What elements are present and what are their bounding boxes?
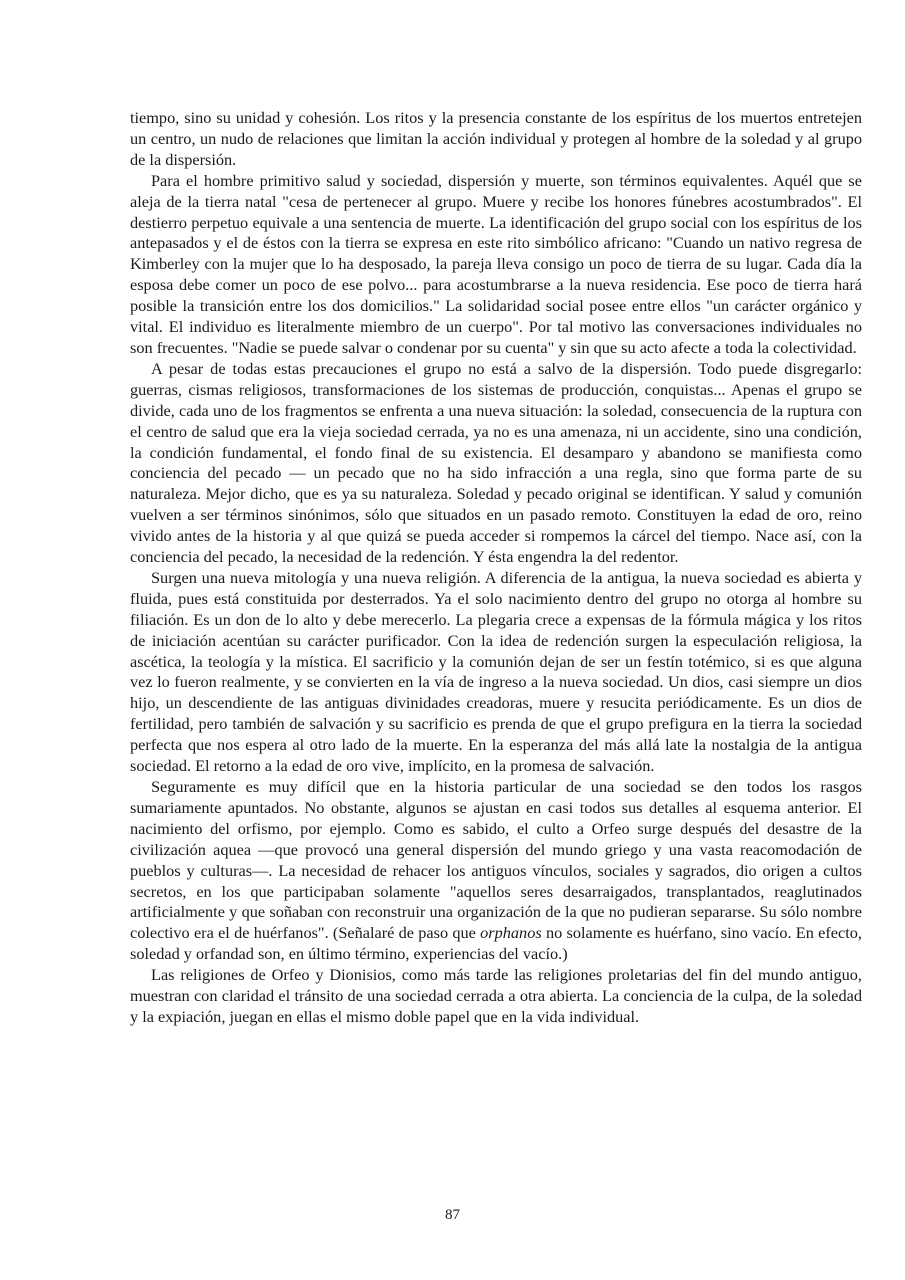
paragraph-text: A pesar de todas estas precauciones el grupo no está a salvo de la dispersión. Todo puede disgregarlo: guerras, cismas religiosos, transformaciones de los sistemas de producción, conquistas... Apenas el grupo se divide, cada uno de los fragmentos se enfrenta a una nueva situación: la soledad, consecuencia de la ruptura con el centro de salud que era la vieja sociedad cerrada, ya no es una amenaza, ni un accidente, sino una condición, la condición fundamental, el fondo final de su existencia. El desamparo y abandono se manifiesta como conciencia del pecado — un pecado que no ha sido infracción a una regla, sino que forma parte de su naturaleza. Mejor dicho, que es ya su naturaleza. Soledad y pecado original se identifican. Y salud y comunión vuelven a ser términos sinónimos, sólo que situados en un pasado remoto. Constituyen la edad de oro, reino vivido antes de la historia y al que quizá se pueda acceder si rompemos la cárcel del tiempo. Nace así, con la conciencia del pecado, la necesidad de la redención. Y ésta engendra la del redentor. (130, 358, 862, 567)
paragraph (130, 359, 862, 568)
paragraph-text: Para el hombre primitivo salud y sociedad, dispersión y muerte, son términos equivalentes. Aquél que se aleja de la tierra natal "cesa de pertenecer al grupo. Muere y recibe los honores fúnebres acostumbrados". El destierro perpetuo equivale a una sentencia de muerte. La identificación del grupo social con los espíritus de los antepasados y el de éstos con la tierra se expresa en este rito simbólico africano: "Cuando un nativo regresa de Kimberley con la mujer que lo ha desposado, la pareja lleva consigo un poco de tierra de su lugar. Cada día la esposa debe comer un poco de ese polvo... para acostumbrarse a la nueva residencia. Ese poco de tierra hará posible la transición entre los dos domicilios." La solidaridad social posee entre ellos "un carácter orgánico y vital. El individuo es literalmente miembro de un cuerpo". Por tal motivo las conversaciones individuales no son frecuentes. "Nadie se puede salvar o condenar por su cuenta" y sin que su acto afecte a toda la colectividad. (130, 170, 862, 357)
paragraph (130, 965, 862, 1028)
paragraph (130, 171, 862, 359)
page-body (130, 108, 862, 1028)
paragraph-text: Las religiones de Orfeo y Dionisios, como más tarde las religiones proletarias del fin del mundo antiguo, muestran con claridad el tránsito de una sociedad cerrada a otra abierta. La conciencia de la culpa, de la soledad y la expiación, juegan en ellas el mismo doble papel que en la vida individual. (130, 965, 862, 1026)
italic-term: orphanos (480, 923, 542, 943)
paragraph-text: no solamente es huérfano, sino vacío. En efecto, soledad y orfandad son, en último término, experiencias del vacío.) (130, 923, 862, 964)
paragraph-text: tiempo, sino su unidad y cohesión. Los ritos y la presencia constante de los espíritus de los muertos entretejen un centro, un nudo de relaciones que limitan la acción individual y protegen al hombre de la soledad y al grupo de la dispersión. (130, 108, 862, 169)
page-number: 87 (445, 1207, 460, 1223)
paragraph (130, 568, 862, 777)
paragraph-text: Surgen una nueva mitología y una nueva religión. A diferencia de la antigua, la nueva sociedad es abierta y fluida, pues está constituida por desterrados. Ya el solo nacimiento dentro del grupo no otorga al hombre su filiación. Es un don de lo alto y debe merecerlo. La plegaria crece a expensas de la fórmula mágica y los ritos de iniciación acentúan su carácter purificador. Con la idea de redención surgen la especulación religiosa, la ascética, la teología y la mística. El sacrificio y la comunión dejan de ser un festín totémico, si es que alguna vez lo fueron realmente, y se convierten en la vía de ingreso a la nueva sociedad. Un dios, casi siempre un dios hijo, un descendiente de las antiguas divinidades creadoras, muere y resucita periódicamente. Es un dios de fertilidad, pero también de salvación y su sacrificio es prenda de que el grupo prefigura en la tierra la sociedad perfecta que nos espera al otro lado de la muerte. En la esperanza del más allá late la nostalgia de la antigua sociedad. El retorno a la edad de oro vive, implícito, en la promesa de salvación. (130, 567, 862, 776)
paragraph (130, 777, 862, 965)
paragraph (130, 108, 862, 171)
paragraph-text: Seguramente es muy difícil que en la historia particular de una sociedad se den todos los rasgos sumariamente apuntados. No obstante, algunos se ajustan en casi todos sus detalles al esquema anterior. El nacimiento del orfismo, por ejemplo. Como es sabido, el culto a Orfeo surge después del desastre de la civilización aquea —que provocó una general dispersión del mundo griego y una vasta reacomodación de pueblos y culturas—. La necesidad de rehacer los antiguos vínculos, sociales y sagrados, dio origen a cultos secretos, en los que participaban solamente "aquellos seres desarraigados, transplantados, reaglutinados artificialmente y que soñaban con reconstruir una organización de la que no pudieran separarse. Su sólo nombre colectivo era el de huérfanos". (Señalaré de paso que (130, 777, 862, 943)
